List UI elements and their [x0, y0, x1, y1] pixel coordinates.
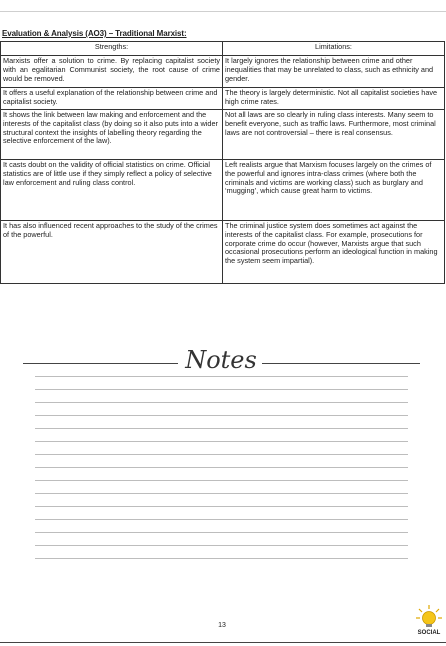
writing-line — [35, 480, 408, 481]
writing-line — [35, 519, 408, 520]
table-row — [1, 221, 445, 284]
section-heading: Evaluation & Analysis (AO3) – Traditional Marxist: — [2, 29, 187, 38]
notes-divider-right — [262, 363, 420, 364]
column-header-limitations: Limitations: — [223, 42, 445, 56]
notes-writing-lines — [35, 376, 408, 571]
strength-cell: It offers a useful explanation of the relationship between crime and capitalist society. — [1, 88, 223, 110]
writing-line — [35, 441, 408, 442]
writing-line — [35, 558, 408, 559]
table-row — [1, 56, 445, 88]
strength-cell: It shows the link between law making and enforcement and the interests of the capitalist class (by doing so it also puts into a wider structural context the insights of labelling theory regarding the selective enforcement of the law). — [1, 110, 223, 160]
limitation-cell: Left realists argue that Marxism focuses largely on the crimes of the powerful and ignores intra-class crimes (where both the criminals and victims are working class) such as burglary and ‘mugging’, which cause great harm to victims. — [223, 160, 445, 221]
writing-line — [35, 415, 408, 416]
writing-line — [35, 454, 408, 455]
limitation-cell: Not all laws are so clearly in ruling class interests. Many seem to benefit everyone, such as traffic laws. Furthermore, most criminal laws are not controversial – there is real consensus. — [223, 110, 445, 160]
top-rule — [0, 11, 446, 12]
table-row — [1, 88, 445, 110]
logo-text: SOCIAL — [417, 630, 441, 636]
writing-line — [35, 389, 408, 390]
limitation-cell: The criminal justice system does sometimes act against the interests of the capitalist class. For example, prosecutions for corporate crime do occur (however, Marxists argue that such occasional prosecutions perform an ideological function in making the system seem impartial). — [223, 221, 445, 284]
writing-line — [35, 532, 408, 533]
writing-line — [35, 428, 408, 429]
sun-bulb-icon — [414, 604, 444, 638]
page-number: 13 — [218, 622, 226, 629]
writing-line — [35, 493, 408, 494]
strength-cell: Marxists offer a solution to crime. By replacing capitalist society with an egalitarian Communist society, the root cause of crime would be removed. — [1, 56, 223, 88]
writing-line — [35, 402, 408, 403]
writing-line — [35, 376, 408, 377]
notes-title: Notes — [185, 346, 257, 374]
notes-divider-left — [23, 363, 178, 364]
bottom-rule — [0, 642, 446, 643]
notes-header — [0, 346, 446, 376]
strength-cell: It casts doubt on the validity of official statistics on crime. Official statistics are of little use if they simply reflect a policy of selective law enforcement and ruling class control. — [1, 160, 223, 221]
table-row — [1, 110, 445, 160]
table-header-row — [1, 42, 445, 56]
writing-line — [35, 506, 408, 507]
writing-line — [35, 467, 408, 468]
strength-cell: It has also influenced recent approaches to the study of the crimes of the powerful. — [1, 221, 223, 284]
column-header-strengths: Strengths: — [1, 42, 223, 56]
evaluation-table — [0, 41, 445, 284]
table-row — [1, 160, 445, 221]
limitation-cell: The theory is largely deterministic. Not all capitalist societies have high crime rates. — [223, 88, 445, 110]
writing-line — [35, 545, 408, 546]
limitation-cell: It largely ignores the relationship between crime and other inequalities that may be unrelated to class, such as ethnicity and gender. — [223, 56, 445, 88]
